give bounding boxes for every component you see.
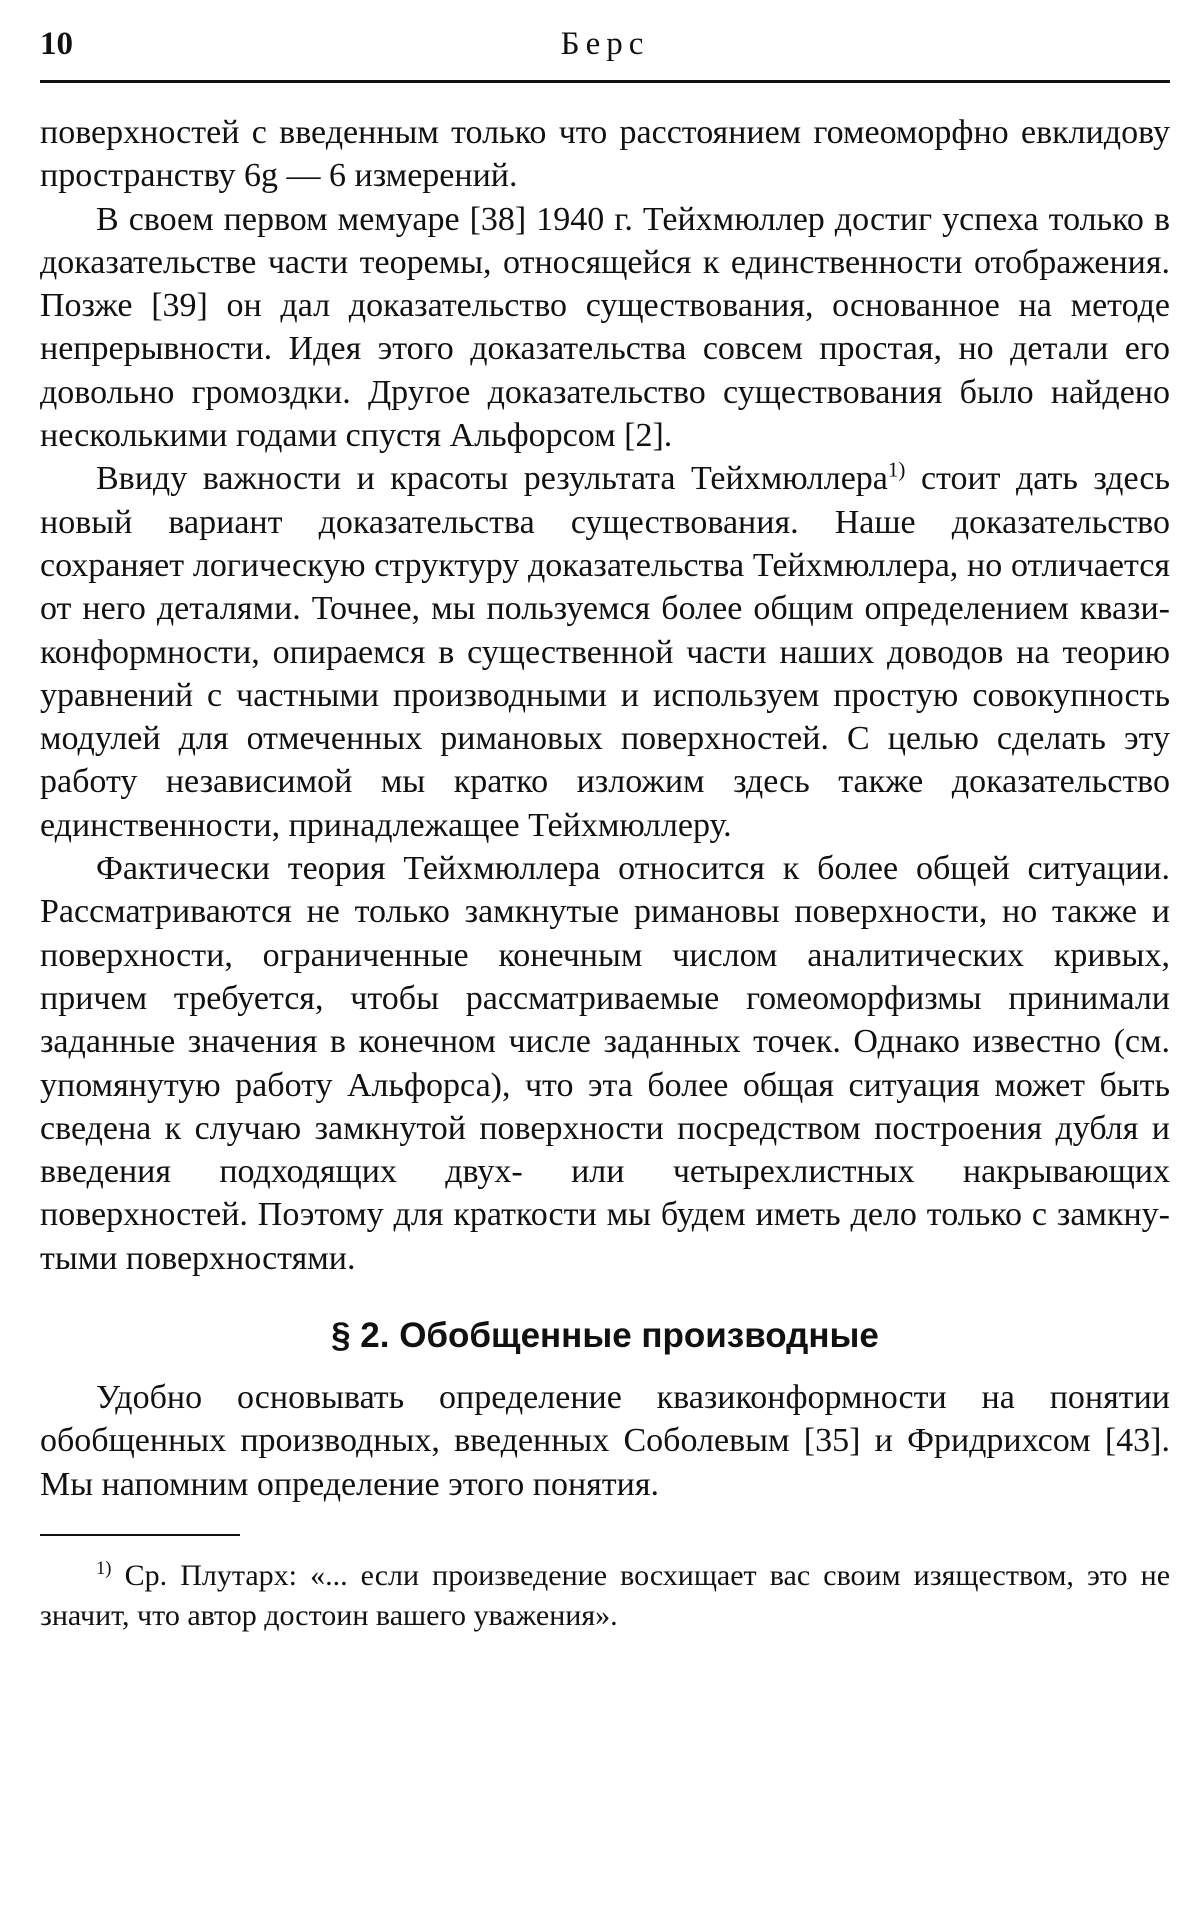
header-rule	[40, 80, 1170, 83]
paragraph-new-proof-start: Ввиду важности и красоты результата Тейхмюллера	[96, 460, 888, 498]
paragraph-new-proof	[40, 457, 1170, 847]
paragraph-new-proof-rest: стоит дать здесь новый вариант доказательства существования. Наше доказательство сохраняет логическую структуру доказательства Тейхмюллера, но отличается от него деталями. Точнее, мы пользуемся более общим определением квазиконформности, опираемся в существенной части наших доводов на теорию уравнений с частными производными и используем простую совокупность модулей для отмеченных римановых поверхностей. С целью сделать эту работу независимой мы кратко изложим здесь также доказательство единственности, принадлежащее Тейхмюллеру.	[40, 460, 1171, 844]
footnote-rule	[40, 1534, 240, 1536]
page-header	[40, 18, 1170, 70]
footnote-text: Ср. Плутарх: «... если произведение восхищает вас своим изяществом, это не значит, что автор достоин вашего уважения».	[40, 1558, 1171, 1632]
book-page	[40, 18, 1170, 1636]
page-number: 10	[40, 26, 73, 62]
running-head: Берс	[560, 26, 650, 62]
paragraph-general-situation: Фактически теория Тейхмюллера относится к более общей ситуации. Рассматриваются не только замкнутые римановы поверхности, но также и поверхности, ограниченные конечным числом аналитических кривых, причем требуется, чтобы рассматриваемые гомеоморфизмы принимали заданные значения в конечном числе заданных точек. Однако известно (см. упомянутую работу Альфорса), что эта более общая ситуация может быть сведена к случаю замкнутой поверхности посредством построения дубля и введения подходящих двух- или четырехлистных накрывающих поверхностей. Поэтому для краткости мы будем иметь дело только с замкнутыми поверхностями.	[40, 850, 1170, 1277]
paragraph-generalized-derivatives: Удобно основывать определение квазиконформности на понятии обобщенных производных, введенных Соболевым [35] и Фридрихсом [43]. Мы напомним определение этого понятия.	[40, 1379, 1170, 1503]
body-text	[40, 111, 1170, 1506]
footnote	[40, 1556, 1170, 1636]
footnote-marker: 1)	[96, 1557, 112, 1579]
paragraph-continuation: поверхностей с введенным только что расстоянием гомеоморфно евклидову пространству 6g — 6 измерений.	[40, 114, 1170, 195]
paragraph-first-memoir: В своем первом мемуаре [38] 1940 г. Тейхмюллер достиг успеха только в доказательстве части теоремы, относящейся к единственности отображения. Позже [39] он дал доказательство существования, основанное на методе непрерывности. Идея этого доказательства совсем простая, но детали его довольно громоздки. Другое доказательство существования было найдено несколькими годами спустя Альфорсом [2].	[40, 200, 1170, 455]
footnote-reference[interactable]: 1)	[887, 458, 906, 483]
section-heading: § 2. Обобщенные производные	[331, 1316, 879, 1356]
